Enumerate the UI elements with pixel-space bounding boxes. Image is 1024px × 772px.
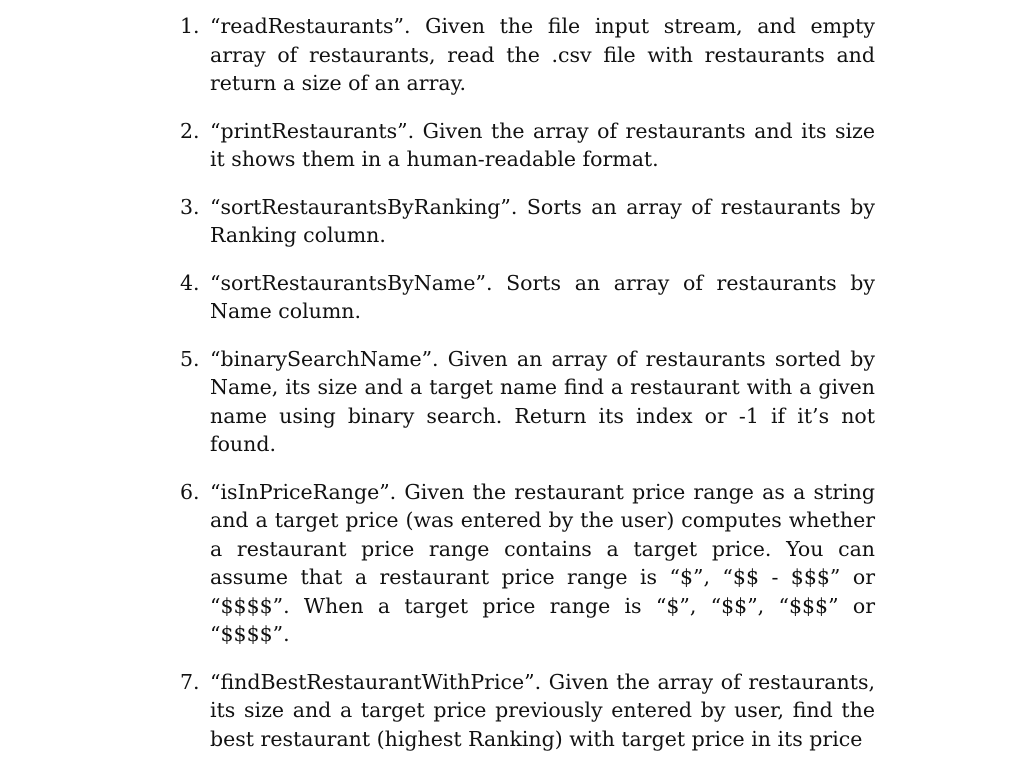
list-item-text: “printRestaurants”. Given the array of restaurants and its size it shows them in a human-readable format. (210, 118, 875, 171)
list-item (180, 269, 875, 326)
list-item (180, 117, 875, 174)
list-item-text: “binarySearchName”. Given an array of restaurants sorted by Name, its size and a target name find a restaurant with a given name using binary search. Return its index or -1 if it’s not found. (210, 346, 875, 456)
function-list (180, 12, 875, 772)
list-item (180, 478, 875, 649)
list-item-number: 5. (180, 346, 200, 371)
list-item-number: 7. (180, 669, 200, 694)
list-item-number: 4. (180, 270, 200, 295)
list-item-text: “sortRestaurantsByRanking”. Sorts an array of restaurants by Ranking column. (210, 194, 875, 247)
list-item-text: “sortRestaurantsByName”. Sorts an array of restaurants by Name column. (210, 270, 875, 323)
list-item-text: “isInPriceRange”. Given the restaurant price range as a string and a target price (was entered by the user) computes whether a restaurant price range contains a target price. You can assume that a restaurant price range is “$”, “$$ - $$$” or “$$$$”. When a target price range is “$”, “$$”, “$$$” or “$$$$”. (210, 479, 875, 646)
list-item-text: “readRestaurants”. Given the file input stream, and empty array of restaurants, read the .csv file with restaurants and return a size of an array. (210, 14, 875, 95)
list-item-number: 3. (180, 194, 200, 219)
list-item (180, 345, 875, 459)
list-item-number: 6. (180, 479, 200, 504)
list-item-text: “findBestRestaurantWithPrice”. Given the array of restaurants, its size and a target price previously entered by user, find the best restaurant (highest Ranking) with target price in its price (210, 669, 875, 751)
list-item (180, 12, 875, 98)
list-item-number: 1. (180, 14, 200, 38)
list-item (180, 668, 875, 754)
list-item-number: 2. (180, 118, 200, 143)
list-item (180, 193, 875, 250)
